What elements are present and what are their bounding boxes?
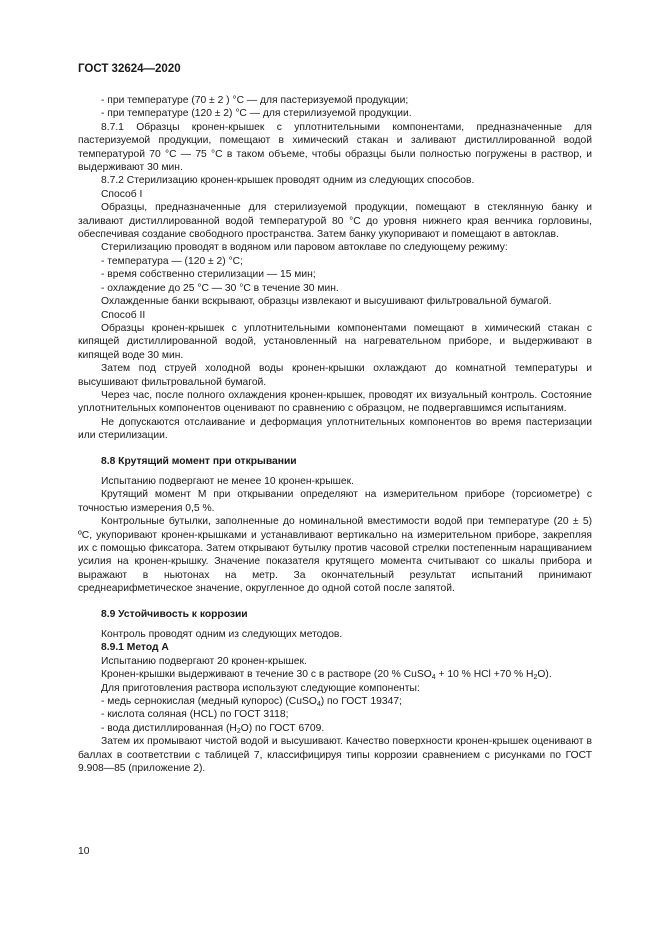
list-item-sterilization-temp: - при температуре (120 ± 2) °С — для стерилизуемой продукции. — [101, 108, 412, 120]
method-1-paragraph: Образцы, предназначенные для стерилизуемой продукции, помещают в стеклянную банку и заливают дистиллированной водой температурой 80 °С до уровня нижнего края венчика горловины, обеспечивая создание свободного пространства. Затем банку укупоривают и помещают в автоклав. — [78, 202, 592, 241]
component-text-part: O) по ГОСТ 6709. — [240, 722, 325, 734]
paragraph-8-7-1: 8.7.1 Образцы кронен-крышек с уплотнительными компонентами, предназначенные для пастеризуемой продукции, помещают в химический стакан и заливают дистиллированной водой температурой 70 °С — 75 °С в таком объеме, чтобы образцы были полностью погружены в раствор, и выдерживают 30 мин. — [78, 121, 592, 174]
cooling-paragraph: Затем под струей холодной воды кронен-крышки охлаждают до комнатной температуры и высушивают фильтровальной бумагой. — [78, 363, 592, 388]
opened-jars-paragraph: Охлажденные банки вскрывают, образцы извлекают и высушивают фильтровальной бумагой. — [101, 296, 552, 308]
solution-paragraph — [78, 668, 592, 681]
section-heading-8-9: 8.9 Устойчивость к коррозии — [101, 608, 248, 620]
list-item-hydrochloric-acid: - кислота соляная (HCL) по ГОСТ 3118; — [101, 709, 289, 721]
solution-text-part: Кронен-крышки выдерживают в течение 30 с в растворе (20 % CuSO — [101, 669, 432, 681]
component-text-part: - медь сернокислая (медный купорос) (CuSO — [101, 696, 317, 708]
method-2-paragraph: Образцы кронен-крышек с уплотнительными компонентами помещают в химический стакан с кипящей дистиллированной водой, установленный на нагревательном приборе, и выдерживают в кипящей воде 30 мин. — [78, 322, 592, 361]
solution-text-part: + 10 % HCl +70 % H — [435, 669, 534, 681]
subsection-heading-8-9-1: 8.9.1 Метод А — [101, 642, 169, 654]
corrosion-methods-paragraph: Контроль проводят одним из следующих методов. — [101, 629, 343, 641]
method-2-label: Способ II — [101, 309, 146, 321]
control-bottles-paragraph: Контрольные бутылки, заполненные до номинальной вместимости водой при температуре (20 ± 5) ºС, укупоривают кронен-крышками и устанавливают вертикально на измерительном приборе, закрепляя их с помощью фиксатора. Затем открывают бутылку против часовой стрелки постепенным наращиванием усилия на кронен-крышку. Значение показателя крутящего момента считывают со шкалы прибора и выражают в ньютонах на метр. За окончательный результат испытаний принимают среднеарифметическое значение, округленное до одной сотой после запятой. — [78, 516, 592, 595]
list-item-copper-sulfate — [78, 695, 592, 708]
torque-test-count-paragraph: Испытанию подвергают не менее 10 кронен-крышек. — [101, 475, 354, 487]
method-1-label: Способ I — [101, 188, 143, 200]
component-subscript: 2 — [236, 727, 241, 735]
components-intro-paragraph: Для приготовления раствора используют следующие компоненты: — [101, 682, 420, 694]
document-body — [78, 94, 592, 776]
paragraph-8-7-2: 8.7.2 Стерилизацию кронен-крышек проводят одним из следующих способов. — [101, 175, 475, 187]
visual-control-paragraph: Через час, после полного охлаждения кронен-крышек, проводят их визуальный контроль. Состояние уплотнительных компонентов оценивают по сравнению с образцом, не подвергавшимся испытаниям. — [78, 389, 592, 415]
torque-measurement-paragraph: Крутящий момент М при открывании определяют на измерительном приборе (торсиометре) с точностью измерения 0,5 %. — [78, 489, 592, 514]
no-delamination-paragraph: Не допускаются отслаивание и деформация уплотнительных компонентов во время пастеризации или стерилизации. — [78, 416, 592, 442]
component-text-part: - вода дистиллированная (H — [101, 722, 237, 734]
page-number: 10 — [78, 846, 90, 857]
solution-text-part: O). — [537, 669, 552, 681]
solution-subscript: 4 — [431, 674, 436, 682]
component-text-part: ) по ГОСТ 19347; — [320, 696, 402, 708]
rinse-evaluation-paragraph: Затем их промывают чистой водой и высушивают. Качество поверхности кронен-крышек оценивают в баллах в соответствии с таблицей 7, классифицируя типы коррозии сравнением с рисунками по ГОСТ 9.908—85 (приложение 2). — [78, 736, 592, 775]
list-item-regime-cooling: - охлаждение до 25 °С — 30 °С в течение 30 мин. — [101, 282, 339, 294]
list-item-regime-time: - время собственно стерилизации — 15 мин; — [101, 269, 316, 281]
list-item-distilled-water — [78, 722, 592, 735]
component-subscript: 4 — [316, 701, 321, 709]
list-item-pasteurization-temp: - при температуре (70 ± 2 ) °С — для пастеризуемой продукции; — [101, 95, 409, 106]
list-item-regime-temp: - температура — (120 ± 2) °С; — [101, 255, 243, 267]
autoclave-regime-paragraph: Стерилизацию проводят в водяном или паровом автоклаве по следующему режиму: — [101, 242, 508, 254]
corrosion-test-count-paragraph: Испытанию подвергают 20 кронен-крышек. — [101, 655, 307, 667]
section-heading-8-8: 8.8 Крутящий момент при открывании — [101, 455, 297, 467]
solution-subscript: 2 — [533, 674, 538, 682]
document-code-header: ГОСТ 32624—2020 — [78, 63, 181, 75]
